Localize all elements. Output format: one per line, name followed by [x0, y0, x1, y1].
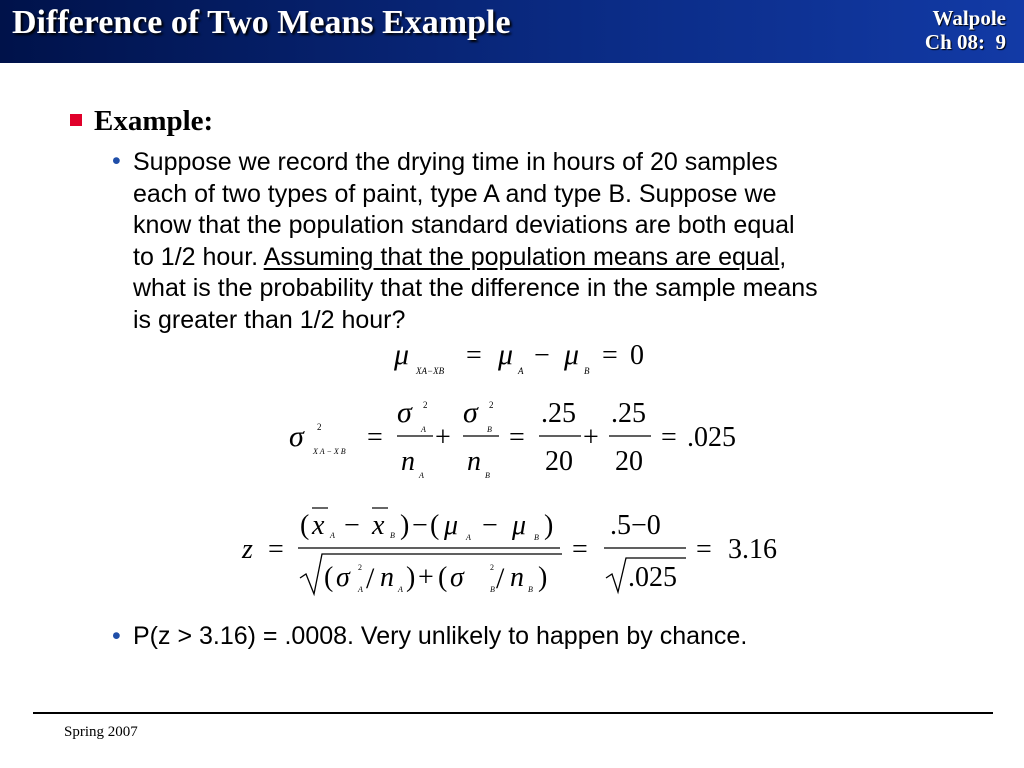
superscript-2-b: 2 [490, 563, 494, 572]
sigma-b-symbol: σ [450, 562, 464, 593]
sigma-a-symbol: σ [336, 562, 350, 593]
sigma-symbol: σ [289, 420, 304, 453]
equals-sign: = [367, 422, 383, 453]
subscript-a-2: A [466, 533, 471, 542]
equals-sign-2: = [572, 534, 588, 565]
minus-sign: − [344, 510, 360, 541]
numerator-a: .25 [541, 398, 576, 429]
round-bullet-icon-2: • [112, 622, 121, 650]
mu-symbol: μ [394, 338, 410, 371]
x-b-symbol: x [372, 510, 385, 541]
sigma-b-symbol: σ [463, 396, 478, 429]
problem-line-4 [133, 242, 983, 274]
subscript-b-2: B [534, 533, 539, 542]
minus-sign-2: − [412, 510, 428, 541]
assumption-underlined: Assuming that the population means are equal [263, 242, 780, 271]
variance-difference-equation [285, 392, 765, 492]
problem-line-1: Suppose we record the drying time in hours of 20 samples [133, 148, 778, 176]
close-paren: ) [400, 510, 410, 541]
subscript-b-3: B [490, 585, 495, 594]
superscript-2-b: 2 [489, 400, 494, 410]
chapter-reference [925, 6, 1006, 54]
problem-line-3: know that the population standard deviations are both equal [133, 211, 795, 239]
n-a-symbol: n [380, 562, 394, 593]
slash-b: / [496, 562, 505, 595]
equals-sign: = [466, 340, 482, 371]
numerator-b: .25 [611, 398, 646, 429]
slash-a: / [366, 562, 375, 595]
subscript-a-2: A [419, 471, 424, 480]
equals-sign-3: = [661, 422, 677, 453]
subscript-b-2: B [485, 471, 490, 480]
problem-line-6: is greater than 1/2 hour? [133, 305, 406, 334]
subscript-b: B [390, 531, 395, 540]
example-heading [70, 105, 213, 138]
superscript-2-a: 2 [358, 563, 362, 572]
slide-title: Difference of Two Means Example [12, 4, 511, 41]
subscript-b: B [487, 425, 492, 434]
minus-sign-3: − [482, 510, 498, 541]
denominator-b: 20 [615, 446, 643, 477]
equals-sign: = [268, 534, 284, 565]
problem-line-4-start: to 1/2 hour. [133, 242, 264, 271]
z-score-equation [238, 500, 798, 600]
mu-b-symbol: μ [564, 338, 580, 371]
z-symbol: z [242, 534, 253, 565]
subscript-xa-minus-xb: X A − X B [313, 447, 346, 456]
z-result: 3.16 [728, 534, 777, 565]
superscript-2: 2 [317, 422, 322, 432]
x-a-symbol: x [312, 510, 325, 541]
open-paren: ( [300, 510, 310, 541]
conclusion-text: P(z > 3.16) = .0008. Very unlikely to happen by chance. [133, 622, 748, 650]
chapter-page-label: Ch 08: 9 [924, 30, 1006, 54]
problem-line-4-end: , [779, 242, 787, 271]
plus-sign: + [418, 562, 434, 593]
open-paren-2: ( [430, 510, 440, 541]
title-bar [0, 0, 1024, 63]
problem-statement [133, 147, 983, 336]
subscript-a: A [518, 366, 524, 376]
close-paren-3: ) [406, 562, 416, 593]
open-paren-3: ( [324, 562, 334, 593]
mu-b-symbol: μ [512, 510, 527, 541]
subscript-a-4: A [398, 585, 403, 594]
equals-sign-2: = [602, 340, 618, 371]
open-paren-4: ( [438, 562, 448, 593]
equals-sign-2: = [509, 422, 525, 453]
subscript-xa-minus-xb: XA−XB [416, 366, 445, 376]
n-a-symbol: n [401, 446, 415, 477]
subscript-a: A [330, 531, 335, 540]
mu-a-symbol: μ [444, 510, 459, 541]
problem-line-5: what is the probability that the difference in the sample means [133, 274, 818, 302]
numerator-right: .5−0 [610, 510, 661, 541]
subscript-a-3: A [358, 585, 363, 594]
plus-sign: + [435, 422, 451, 453]
mean-result: 0 [630, 340, 644, 371]
footer-divider [33, 712, 993, 714]
subscript-b: B [584, 366, 590, 376]
minus-sign: − [534, 340, 550, 371]
example-label: Example: [94, 105, 214, 137]
close-paren-2: ) [544, 510, 554, 541]
problem-line-2: each of two types of paint, type A and type B. Suppose we [133, 179, 777, 208]
book-label: Walpole [932, 6, 1006, 30]
plus-sign-2: + [583, 422, 599, 453]
denominator-a: 20 [545, 446, 573, 477]
close-paren-4: ) [538, 562, 548, 593]
denominator-right: .025 [628, 562, 677, 593]
footer-date: Spring 2007 [64, 724, 138, 740]
square-bullet-icon [70, 114, 82, 126]
equals-sign-3: = [696, 534, 712, 565]
subscript-a: A [421, 425, 426, 434]
variance-result: .025 [687, 422, 736, 453]
n-b-symbol: n [467, 446, 481, 477]
n-b-symbol: n [510, 562, 524, 593]
round-bullet-icon: • [112, 147, 121, 175]
mu-a-symbol: μ [498, 338, 514, 371]
sigma-a-symbol: σ [397, 396, 412, 429]
superscript-2-a: 2 [423, 400, 428, 410]
subscript-b-4: B [528, 585, 533, 594]
mean-difference-equation [380, 336, 680, 380]
